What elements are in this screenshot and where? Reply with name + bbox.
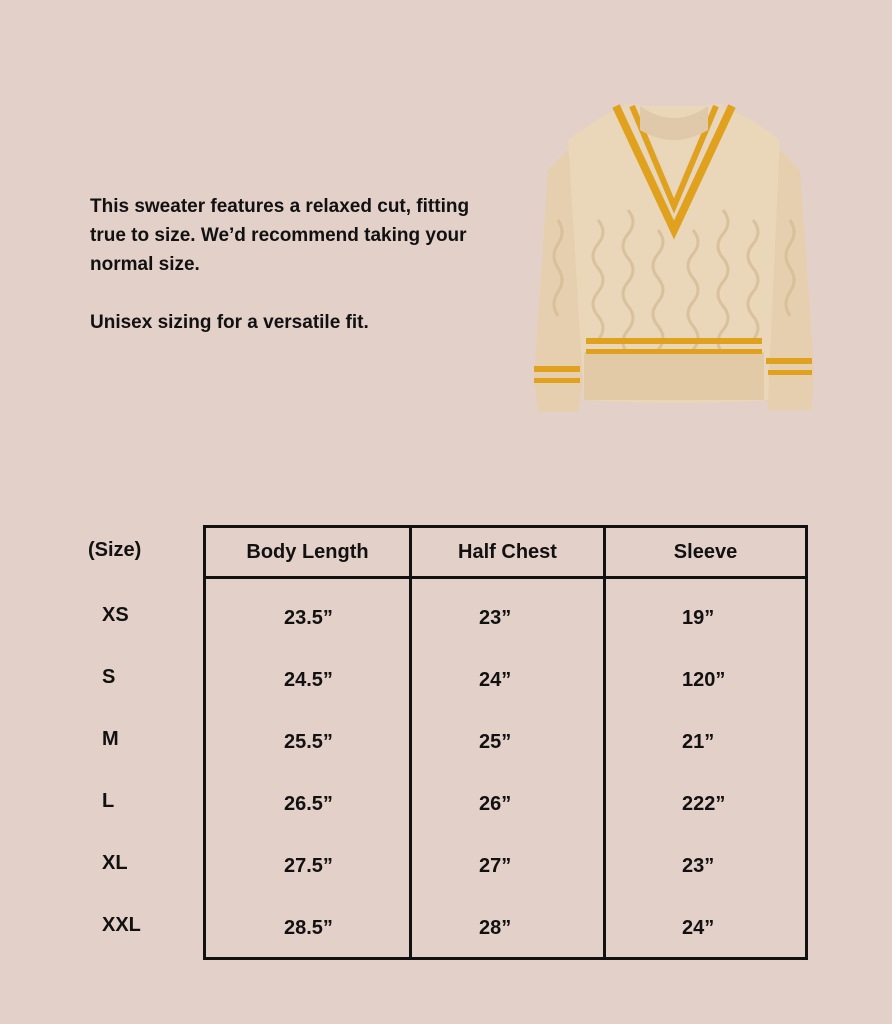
- cell-sleeve: 23”: [682, 855, 715, 877]
- header-divider: [206, 576, 805, 579]
- cell-body-length: 23.5”: [284, 607, 333, 629]
- cell-half-chest: 26”: [479, 793, 512, 815]
- cell-body-length: 25.5”: [284, 731, 333, 753]
- cell-half-chest: 24”: [479, 669, 512, 691]
- column-divider: [603, 528, 606, 957]
- cell-half-chest: 23”: [479, 607, 512, 629]
- cell-body-length: 26.5”: [284, 793, 333, 815]
- cell-sleeve: 19”: [682, 607, 715, 629]
- cell-sleeve: 222”: [682, 793, 726, 815]
- size-label-xl: XL: [102, 852, 128, 874]
- size-label-s: S: [102, 666, 116, 688]
- cell-body-length: 27.5”: [284, 855, 333, 877]
- header-half-chest: Half Chest: [458, 541, 557, 563]
- size-label-xs: XS: [102, 604, 129, 626]
- cell-sleeve: 24”: [682, 917, 715, 939]
- cell-body-length: 28.5”: [284, 917, 333, 939]
- cell-half-chest: 27”: [479, 855, 512, 877]
- intro-paragraph-unisex: Unisex sizing for a versatile fit.: [90, 312, 369, 333]
- size-column-header: (Size): [88, 539, 142, 561]
- header-sleeve: Sleeve: [673, 541, 738, 563]
- cell-half-chest: 25”: [479, 731, 512, 753]
- intro-text: [90, 192, 490, 337]
- intro-paragraph-fit: This sweater features a relaxed cut, fitting true to size. We’d recommend taking your normal size.: [90, 196, 470, 275]
- cell-sleeve: 120”: [682, 669, 726, 691]
- size-label-xxl: XXL: [102, 914, 141, 936]
- header-body-length: Body Length: [246, 541, 369, 563]
- size-label-m: M: [102, 728, 119, 750]
- column-divider: [409, 528, 412, 957]
- size-chart-table: [203, 525, 808, 960]
- size-label-l: L: [102, 790, 115, 812]
- cell-half-chest: 28”: [479, 917, 512, 939]
- cable-knit-v-neck-sweater-icon: [528, 100, 820, 420]
- cell-sleeve: 21”: [682, 731, 715, 753]
- cell-body-length: 24.5”: [284, 669, 333, 691]
